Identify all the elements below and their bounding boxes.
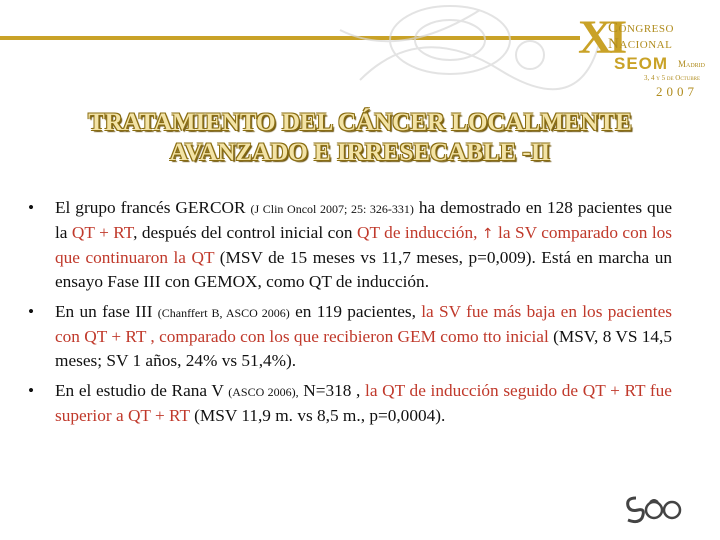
congress-number: XI [578, 11, 624, 64]
seom-logo: SEOM [614, 54, 669, 73]
text: En el estudio de Rana V [55, 381, 229, 400]
bullet-dot-icon: • [28, 381, 35, 400]
title-line-2: AVANZADO E IRRESECABLE -II [169, 139, 551, 166]
text: (MSV, 8 VS 14,5 meses; SV 1 años, 24% vs 51,4%). [55, 327, 672, 370]
slide-title [0, 108, 720, 168]
congress-logo [578, 11, 718, 104]
congress-label-1: Congreso [608, 20, 674, 36]
text: (MSV 11,9 m. vs 8,5 m., p=0,0004). [189, 406, 446, 425]
citation: (ASCO 2006), [228, 385, 299, 399]
text: ha demostrado en 128 pacientes que la [55, 198, 673, 242]
highlight: la SV fue más baja en los pacientes con QT + RT , comparado con los que recibieron GEM como tto inicial [55, 302, 673, 346]
congress-label-2: Nacional [608, 36, 673, 52]
seom-footer-logo-icon [622, 490, 686, 526]
list-item [28, 196, 672, 294]
list-item [28, 300, 672, 373]
dates-label: 3, 4 y 5 de Octubre [644, 74, 701, 82]
highlight: QT + RT [71, 223, 134, 242]
bullet-dot-icon: • [28, 302, 35, 321]
title-line-1: TRATAMIENTO DEL CÁNCER LOCALMENTE [88, 109, 632, 136]
highlight: la SV comparado con los que continuaron la QT [55, 223, 672, 267]
highlight: la QT de inducción seguido de QT + RT fue superior a QT + RT [55, 381, 672, 425]
text: en 119 pacientes, [289, 302, 422, 321]
text: , después del control inicial con [133, 223, 357, 242]
citation: (Chanffert B, ASCO 2006) [157, 306, 290, 320]
up-arrow-icon: ↑ [481, 226, 494, 242]
city-label: Madrid [678, 59, 706, 69]
year-label: 2007 [656, 84, 698, 99]
text: El grupo francés GERCOR [55, 198, 251, 217]
bullet-dot-icon: • [28, 198, 35, 217]
list-item [28, 379, 672, 428]
bullet-list [28, 196, 672, 434]
text: (MSV de 15 meses vs 11,7 meses, p=0,009). Está en marcha un ensayo Fase III con GEMOX, como QT de inducción. [55, 248, 673, 291]
highlight: QT de inducción, [357, 223, 478, 242]
citation: (J Clin Oncol 2007; 25: 326-331) [250, 202, 414, 216]
text: N=318 , [298, 381, 366, 400]
seom-mark [622, 490, 686, 526]
text: En un fase III [55, 302, 158, 321]
